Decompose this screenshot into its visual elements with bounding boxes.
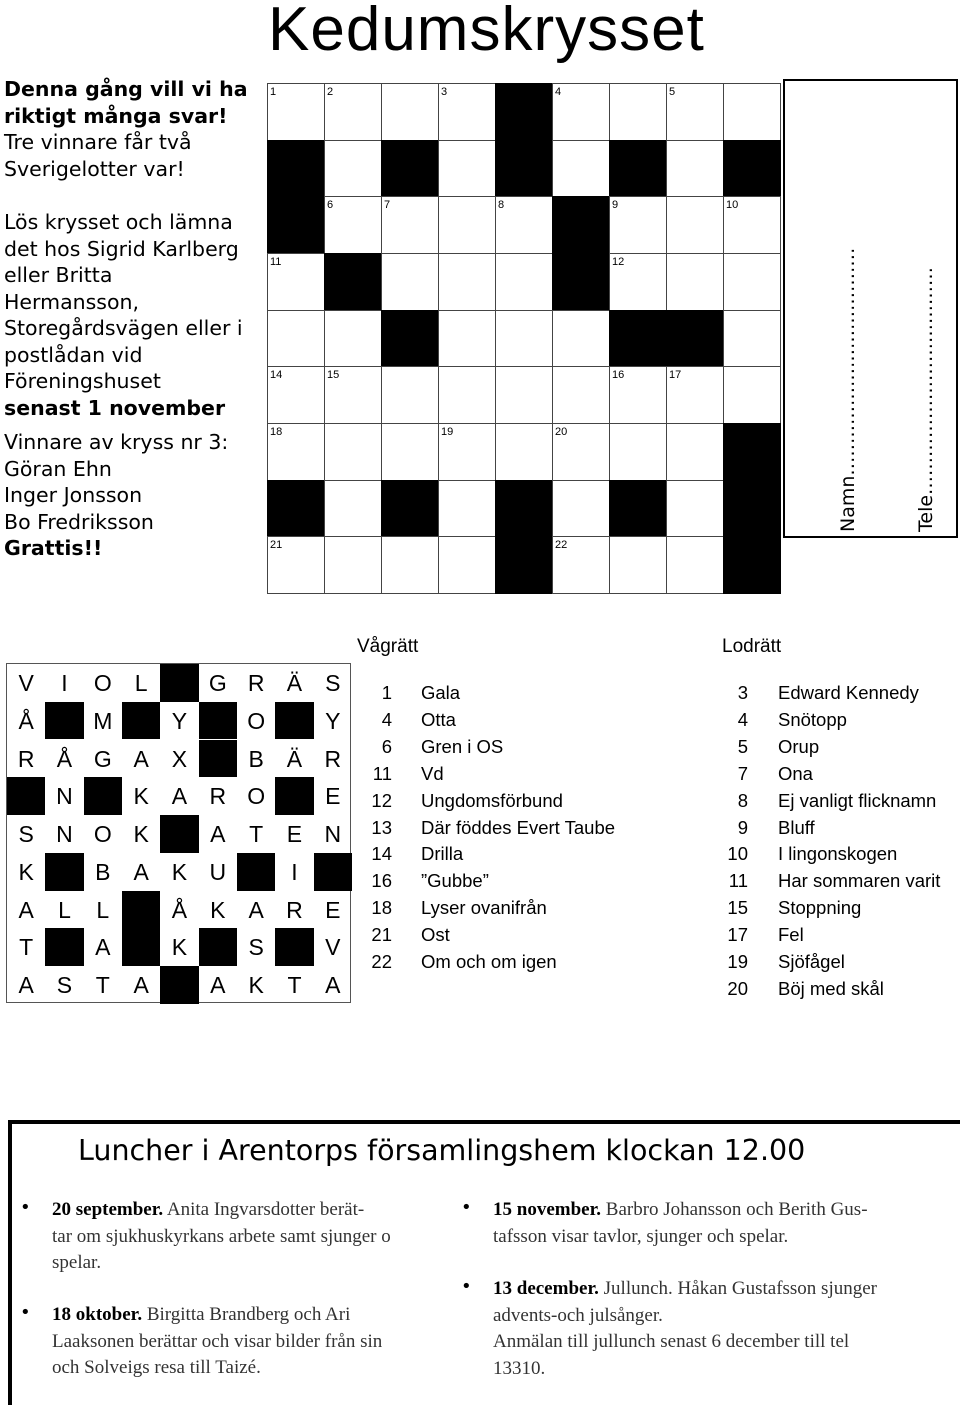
solution-black-cell [122,891,160,929]
crossword-cell[interactable] [495,423,553,481]
solution-letter: X [171,745,188,772]
solution-letter: A [171,783,188,810]
crossword-cell[interactable] [267,253,325,311]
clue-text: ”Gubbe” [421,870,489,892]
crossword-cell[interactable] [609,196,667,254]
clue-text: Stoppning [778,897,862,919]
winner-1: Göran Ehn [4,456,112,481]
clue-row [360,707,456,734]
crossword-cell[interactable] [666,480,724,538]
clue-row [720,868,941,895]
black-cell [495,83,553,141]
clue-number: 3 [441,86,448,98]
solution-letter: S [56,972,73,999]
clue-text: Otta [421,708,456,730]
clue-number: 15 [727,897,748,919]
clue-text: Vd [421,762,444,784]
crossword-cell[interactable] [552,140,610,198]
bullet-icon: • [461,1276,472,1297]
crossword-cell[interactable] [438,140,496,198]
crossword-cell[interactable] [495,253,553,311]
clue-text: Ost [421,924,450,946]
clue-row [360,680,461,707]
solution-letter: I [291,858,298,885]
clue-row [360,815,616,842]
crossword-cell[interactable] [609,83,667,141]
crossword-cell[interactable] [723,310,781,368]
solution-letter: Å [56,745,73,772]
black-cell [495,480,553,538]
clue-number: 17 [669,369,682,382]
bullet-icon: • [20,1197,31,1218]
clue-number: 4 [381,708,392,730]
solution-letter: O [93,821,112,848]
down-heading: Lodrätt [722,636,782,657]
crossword-cell[interactable] [381,366,439,424]
solution-letter: G [93,745,112,772]
black-cell [381,480,439,538]
across-heading: Vågrätt [357,636,419,657]
clue-number: 18 [371,897,392,919]
solution-black-cell [45,928,83,966]
black-cell [267,140,325,198]
crossword-cell[interactable] [324,83,382,141]
solution-black-cell [7,777,45,815]
lunch-text: Barbro Johansson och Berith Gus- [605,1199,868,1220]
clue-number: 18 [270,426,283,438]
winners-heading: Vinnare av kryss nr 3: [4,430,229,454]
solution-letter: S [325,670,341,696]
crossword-cell[interactable] [666,253,724,311]
solution-black-cell [160,815,198,853]
black-cell [552,196,610,254]
crossword-cell[interactable] [438,480,496,538]
clue-text: Drilla [421,843,464,865]
clue-number: 7 [384,199,391,212]
clue-row [360,734,504,761]
crossword-cell[interactable] [723,366,781,424]
black-cell [609,480,667,538]
crossword-cell[interactable] [609,423,667,481]
solution-letter: N [56,821,73,848]
clue-text: Orup [778,735,820,757]
crossword-cell[interactable] [609,366,667,424]
solution-letter: Å [171,896,188,923]
lunch-item [52,1197,462,1277]
crossword-cell[interactable] [666,423,724,481]
lunch-item [493,1197,903,1250]
solution-letter: M [93,707,113,734]
lunch-title: Luncher i Arentorps församlingshem klockan 12.00 [78,1134,806,1167]
solution-letter: O [247,707,266,734]
clue-number: 22 [371,951,392,972]
solution-letter: Y [325,707,341,734]
solution-black-cell [45,702,83,740]
solution-letter: A [248,896,264,923]
clue-row [720,815,815,842]
solution-letter: K [133,783,149,810]
clue-number: 12 [371,789,392,811]
crossword-cell[interactable] [324,196,382,254]
clue-number: 11 [270,256,282,268]
clue-number: 10 [726,199,739,212]
crossword-cell[interactable] [666,196,724,254]
solution-letter: A [133,972,149,999]
solution-letter: A [325,972,341,999]
bullet-icon: • [20,1302,31,1323]
clue-row [720,895,862,922]
clue-number: 20 [727,977,748,999]
solution-letter: Y [171,707,188,734]
crossword-cell[interactable] [723,196,781,254]
crossword-cell[interactable] [438,196,496,254]
clue-text: Snötopp [778,708,847,730]
black-cell [552,253,610,311]
black-cell [666,310,724,368]
clue-row [720,680,919,707]
crossword-cell[interactable] [495,366,553,424]
clue-text: Gala [421,682,461,703]
solution-letter: B [248,745,264,772]
clue-text: Lyser ovanifrån [421,897,547,919]
solution-letter: L [96,896,110,923]
solution-black-cell [122,702,160,740]
black-cell [609,310,667,368]
crossword-cell[interactable] [666,536,724,594]
lunch-text: 13310. [493,1357,546,1379]
solution-black-cell [160,664,198,702]
clue-number: 8 [498,199,505,212]
clue-number: 19 [441,426,454,438]
crossword-cell[interactable] [267,366,325,424]
solution-black-cell [314,853,352,891]
clue-row [720,761,813,788]
clue-row [720,841,898,868]
lunch-date: 15 november. [493,1199,602,1220]
clue-number: 5 [737,735,748,757]
clue-number: 6 [327,199,334,212]
solution-black-cell [122,928,160,966]
clue-text: Där föddes Evert Taube [421,816,616,838]
clue-number: 1 [270,86,277,98]
crossword-cell[interactable] [324,423,382,481]
solution-black-cell [199,740,237,778]
crossword-cell[interactable] [609,536,667,594]
clue-number: 20 [555,426,568,438]
lunch-date: 13 december. [493,1278,599,1299]
crossword-cell[interactable] [381,196,439,254]
solution-letter: E [286,821,303,848]
clue-number: 4 [737,708,748,730]
clue-text: Ungdomsförbund [421,789,563,811]
crossword-cell[interactable] [324,536,382,594]
intro-deadline: senast 1 november [4,395,226,420]
crossword-cell[interactable] [381,423,439,481]
clue-text: Sjöfågel [778,951,845,972]
clue-number: 16 [371,870,392,892]
clue-number: 21 [371,924,392,946]
clue-text: Har sommaren varit [778,870,941,892]
crossword-cell[interactable] [552,423,610,481]
clue-number: 1 [381,682,392,703]
solution-letter: K [210,896,226,923]
lunch-item [52,1302,462,1382]
solution-letter: T [287,972,302,999]
crossword-cell[interactable] [495,196,553,254]
black-cell [495,536,553,594]
solution-letter: T [19,934,34,961]
lunch-text: tar om sjukhuskyrkans arbete samt sjunger o [52,1225,391,1247]
clue-text: Gren i OS [421,735,504,757]
clue-row [360,868,489,895]
crossword-cell[interactable] [324,140,382,198]
crossword-cell[interactable] [666,83,724,141]
solution-black-cell [275,702,313,740]
crossword-cell[interactable] [381,536,439,594]
crossword-cell[interactable] [438,366,496,424]
clue-row [360,922,450,949]
phone-field[interactable]: Tele……………………………… [915,266,937,532]
solution-letter: Ä [286,745,303,772]
clue-number: 12 [612,256,625,268]
crossword-cell[interactable] [666,140,724,198]
winner-2: Inger Jonsson [4,483,143,507]
solution-black-cell [237,853,275,891]
crossword-cell[interactable] [324,310,382,368]
crossword-cell[interactable] [666,366,724,424]
intro-headline: Denna gång vill vi ha riktigt många svar! [4,77,248,128]
solution-letter: K [18,858,34,885]
solution-letter: I [61,670,68,696]
solution-letter: T [249,821,264,848]
clue-text: Ej vanligt flicknamn [778,789,937,811]
solution-letter: R [324,745,342,772]
lunch-text: spelar. [52,1252,102,1273]
clue-text: Fel [778,924,804,946]
solution-letter: V [325,934,341,961]
clue-number: 5 [669,86,676,98]
clue-number: 21 [270,539,283,552]
clue-number: 14 [371,843,392,865]
crossword-cell[interactable] [723,253,781,311]
solution-letter: K [171,934,188,961]
lunch-text: Anita Ingvarsdotter berät- [166,1199,365,1220]
clue-text: Edward Kennedy [778,682,919,703]
solution-letter: K [171,858,188,885]
solution-black-cell [199,928,237,966]
solution-letter: R [247,670,265,696]
clue-number: 8 [737,789,748,811]
congrats: Grattis!! [4,536,103,560]
lunch-text: Jullunch. Håkan Gustafsson sjunger [603,1278,877,1299]
name-phone-box [783,79,958,538]
solution-letter: S [248,934,264,961]
crossword-grid[interactable] [267,83,780,593]
crossword-cell[interactable] [723,83,781,141]
lunch-text: Birgitta Brandberg och Ari [146,1304,351,1325]
crossword-cell[interactable] [552,480,610,538]
lunch-text: Anmälan till jullunch senast 6 december till tel [493,1331,850,1352]
bullet-icon: • [461,1197,472,1218]
clue-text: Böj med skål [778,977,884,999]
clue-number: 11 [372,762,392,784]
crossword-cell[interactable] [381,253,439,311]
black-cell [267,196,325,254]
crossword-cell[interactable] [438,253,496,311]
lunch-text: och Solveigs resa till Taizé. [52,1357,261,1378]
crossword-cell[interactable] [438,310,496,368]
solution-letter: R [286,896,303,923]
lunch-item [493,1276,903,1382]
crossword-cell[interactable] [267,423,325,481]
solution-letter: L [134,670,148,696]
crossword-cell[interactable] [324,366,382,424]
solution-letter: A [18,896,34,923]
black-cell [324,253,382,311]
crossword-cell[interactable] [267,83,325,141]
crossword-cell[interactable] [267,536,325,594]
solution-letter: A [210,821,226,848]
solution-letter: K [248,972,264,999]
crossword-cell[interactable] [324,480,382,538]
lunch-date: 18 oktober. [52,1304,143,1325]
clue-row [720,922,804,949]
black-cell [609,140,667,198]
solution-letter: E [325,896,341,923]
solution-letter: N [324,821,342,848]
clue-row [360,949,557,976]
solution-letter: A [133,745,149,772]
solution-letter: B [95,858,111,885]
clue-row [720,949,845,976]
clue-number: 9 [737,816,748,838]
clue-row [720,734,820,761]
solution-black-cell [199,702,237,740]
solution-letter: A [210,972,226,999]
clue-number: 2 [327,86,334,98]
clue-row [360,761,444,788]
name-field[interactable]: Namn……………………………… [837,247,859,532]
black-cell [381,140,439,198]
previous-solution-grid [6,663,351,1003]
crossword-cell[interactable] [438,423,496,481]
clue-row [720,788,937,815]
clue-number: 15 [327,369,340,382]
lunch-text: advents-och julsånger. [493,1304,663,1326]
black-cell [381,310,439,368]
solution-black-cell [275,777,313,815]
crossword-cell[interactable] [438,83,496,141]
solution-letter: R [17,745,35,772]
clue-number: 17 [727,924,748,946]
crossword-cell[interactable] [438,536,496,594]
lunch-text: tafsson visar tavlor, sjunger och spelar. [493,1225,789,1247]
clue-number: 9 [612,199,619,212]
clue-row [360,895,547,922]
crossword-cell[interactable] [552,83,610,141]
black-cell [723,536,781,594]
black-cell [267,480,325,538]
clue-number: 3 [737,682,748,703]
crossword-cell[interactable] [552,536,610,594]
clue-text: I lingonskogen [778,843,898,865]
black-cell [495,140,553,198]
page-title: Kedumskrysset [268,0,705,64]
solution-letter: O [93,670,112,696]
clue-number: 6 [381,735,392,757]
solution-letter: R [209,783,227,810]
solution-letter: A [95,934,111,961]
clue-text: Bluff [778,816,815,838]
clue-number: 22 [555,539,568,552]
clue-text: Om och om igen [421,951,557,972]
intro-prize: Tre vinnare får två Sverigelotter var! [4,130,192,181]
solution-letter: Å [18,707,34,734]
solution-letter: Ä [286,670,303,696]
crossword-cell[interactable] [552,366,610,424]
clue-number: 16 [612,369,625,382]
solution-letter: T [95,972,110,999]
clue-text: Ona [778,762,813,784]
crossword-cell[interactable] [495,310,553,368]
solution-letter: O [247,783,266,810]
lunch-text: Laaksonen berättar och visar bilder från sin [52,1330,383,1352]
solution-black-cell [160,966,198,1004]
solution-letter: K [133,821,149,848]
clue-number: 14 [270,369,283,382]
clue-number: 7 [737,762,748,784]
solution-letter: G [208,670,227,696]
solution-letter: N [56,783,73,810]
clue-row [720,707,847,734]
solution-letter: S [18,821,34,848]
solution-black-cell [45,853,83,891]
clue-row [360,841,464,868]
crossword-cell[interactable] [381,83,439,141]
clue-number: 19 [727,951,748,972]
solution-black-cell [84,777,122,815]
intro-text [4,76,252,562]
solution-letter: V [18,670,34,696]
crossword-cell[interactable] [267,310,325,368]
solution-letter: E [325,783,341,810]
crossword-cell[interactable] [552,310,610,368]
black-cell [723,480,781,538]
lunch-date: 20 september. [52,1199,164,1220]
solution-letter: A [133,858,149,885]
black-cell [723,423,781,481]
solution-black-cell [275,928,313,966]
crossword-cell[interactable] [609,253,667,311]
clue-number: 11 [728,870,748,892]
clue-number: 10 [727,843,748,865]
black-cell [723,140,781,198]
clue-number: 4 [555,86,562,98]
clue-row [360,788,563,815]
clue-number: 13 [371,816,392,838]
solution-letter: L [58,896,71,923]
solution-letter: A [18,972,34,999]
clue-row [720,976,884,1003]
winner-3: Bo Fredriksson [4,509,154,534]
intro-instructions: Lös krysset och lämna det hos Sigrid Karlberg eller Britta Hermansson, Storegårdsvägen eller i postlådan vid Föreningshuset senast 1 november [4,210,243,420]
solution-letter: U [209,858,227,885]
